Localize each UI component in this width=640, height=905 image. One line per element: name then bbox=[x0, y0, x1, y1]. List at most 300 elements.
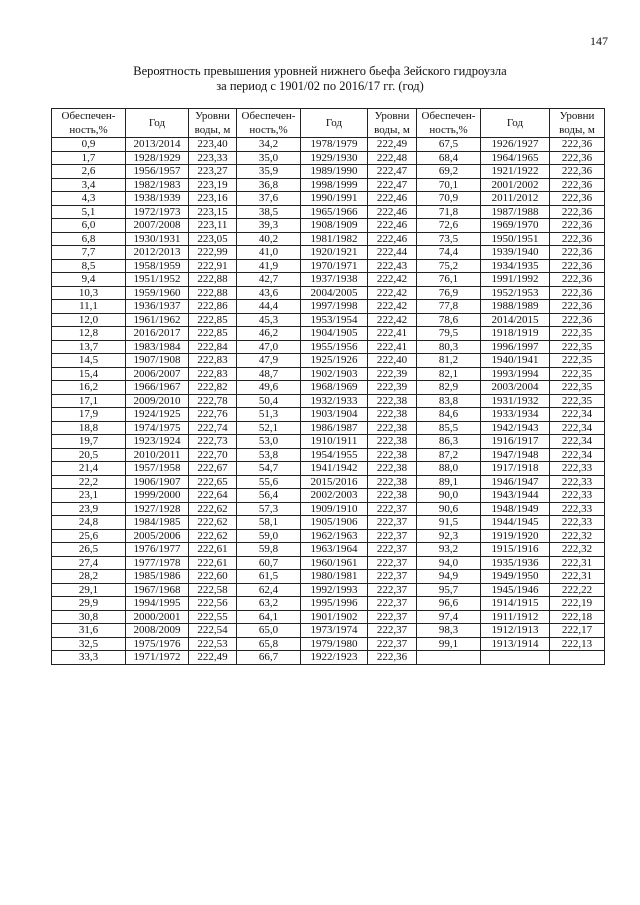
table-cell: 222,62 bbox=[189, 516, 237, 530]
table-cell: 1925/1926 bbox=[301, 354, 368, 368]
table-cell: 222,36 bbox=[550, 246, 605, 260]
table-cell: 1994/1995 bbox=[126, 597, 189, 611]
table-cell: 69,2 bbox=[417, 165, 481, 179]
table-cell: 24,8 bbox=[52, 516, 126, 530]
table-cell: 82,1 bbox=[417, 367, 481, 381]
table-cell: 223,19 bbox=[189, 178, 237, 192]
table-cell: 9,4 bbox=[52, 273, 126, 287]
table-cell: 222,37 bbox=[368, 516, 417, 530]
column-header-line: Обеспечен- bbox=[61, 110, 116, 122]
column-header bbox=[481, 109, 550, 138]
table-cell: 20,5 bbox=[52, 448, 126, 462]
table-cell: 47,0 bbox=[237, 340, 301, 354]
table-cell: 57,3 bbox=[237, 502, 301, 516]
table-cell: 222,91 bbox=[189, 259, 237, 273]
table-cell: 1943/1944 bbox=[481, 489, 550, 503]
table-cell: 1939/1940 bbox=[481, 246, 550, 260]
table-cell: 222,58 bbox=[189, 583, 237, 597]
table-cell: 222,88 bbox=[189, 273, 237, 287]
table-row bbox=[52, 354, 605, 368]
table-row bbox=[52, 165, 605, 179]
table-row bbox=[52, 529, 605, 543]
column-header-line: воды, м bbox=[374, 124, 410, 136]
table-cell: 222,41 bbox=[368, 340, 417, 354]
table-cell: 223,05 bbox=[189, 232, 237, 246]
table-cell: 222,17 bbox=[550, 624, 605, 638]
table-row bbox=[52, 502, 605, 516]
table-cell: 92,3 bbox=[417, 529, 481, 543]
table-cell: 222,48 bbox=[368, 151, 417, 165]
table-cell: 1946/1947 bbox=[481, 475, 550, 489]
table-cell: 2010/2011 bbox=[126, 448, 189, 462]
table-cell: 1928/1929 bbox=[126, 151, 189, 165]
table-cell: 65,8 bbox=[237, 637, 301, 651]
table-cell: 1998/1999 bbox=[301, 178, 368, 192]
column-header-line: Год bbox=[148, 117, 166, 129]
table-cell: 222,36 bbox=[550, 205, 605, 219]
table-row bbox=[52, 624, 605, 638]
table-cell: 223,16 bbox=[189, 192, 237, 206]
table-cell: 18,8 bbox=[52, 421, 126, 435]
table-cell: 38,5 bbox=[237, 205, 301, 219]
table-cell: 1941/1942 bbox=[301, 462, 368, 476]
table-cell: 70,1 bbox=[417, 178, 481, 192]
table-cell: 222,36 bbox=[550, 300, 605, 314]
table-cell: 2000/2001 bbox=[126, 610, 189, 624]
table-row bbox=[52, 570, 605, 584]
table-cell: 1922/1923 bbox=[301, 651, 368, 665]
table-cell: 1964/1965 bbox=[481, 151, 550, 165]
table-row bbox=[52, 637, 605, 651]
table-cell: 46,2 bbox=[237, 327, 301, 341]
table-cell: 0,9 bbox=[52, 138, 126, 152]
table-cell: 1,7 bbox=[52, 151, 126, 165]
table-cell: 94,9 bbox=[417, 570, 481, 584]
table-row bbox=[52, 475, 605, 489]
table-cell: 2003/2004 bbox=[481, 381, 550, 395]
table-cell: 1963/1964 bbox=[301, 543, 368, 557]
table-cell: 222,67 bbox=[189, 462, 237, 476]
table-cell: 1952/1953 bbox=[481, 286, 550, 300]
table-cell: 222,33 bbox=[550, 502, 605, 516]
table-cell: 76,9 bbox=[417, 286, 481, 300]
table-cell: 1950/1951 bbox=[481, 232, 550, 246]
table-cell: 43,6 bbox=[237, 286, 301, 300]
table-cell: 26,5 bbox=[52, 543, 126, 557]
table-cell: 222,33 bbox=[550, 516, 605, 530]
table-cell: 222,38 bbox=[368, 448, 417, 462]
table-cell: 222,31 bbox=[550, 570, 605, 584]
table-cell: 1915/1916 bbox=[481, 543, 550, 557]
table-cell: 1965/1966 bbox=[301, 205, 368, 219]
table-cell: 1993/1994 bbox=[481, 367, 550, 381]
column-header-line: Год bbox=[325, 117, 343, 129]
table-cell: 50,4 bbox=[237, 394, 301, 408]
table-cell: 1913/1914 bbox=[481, 637, 550, 651]
table-row bbox=[52, 178, 605, 192]
table-cell: 1983/1984 bbox=[126, 340, 189, 354]
table-cell: 1924/1925 bbox=[126, 408, 189, 422]
table-cell: 222,37 bbox=[368, 610, 417, 624]
table-cell: 3,4 bbox=[52, 178, 126, 192]
table-cell: 1903/1904 bbox=[301, 408, 368, 422]
table-cell: 222,83 bbox=[189, 354, 237, 368]
column-header-line: воды, м bbox=[194, 124, 231, 136]
table-row bbox=[52, 205, 605, 219]
table-cell: 1953/1954 bbox=[301, 313, 368, 327]
table-cell bbox=[481, 651, 550, 665]
table-cell: 36,8 bbox=[237, 178, 301, 192]
table-row bbox=[52, 408, 605, 422]
title-line-1: Вероятность превышения уровней нижнего бьефа Зейского гидроузла bbox=[133, 64, 507, 78]
table-cell: 75,2 bbox=[417, 259, 481, 273]
table-row bbox=[52, 583, 605, 597]
table-cell: 79,5 bbox=[417, 327, 481, 341]
table-cell: 10,3 bbox=[52, 286, 126, 300]
table-cell: 90,6 bbox=[417, 502, 481, 516]
table-cell: 222,34 bbox=[550, 448, 605, 462]
table-cell: 2001/2002 bbox=[481, 178, 550, 192]
table-cell: 1962/1963 bbox=[301, 529, 368, 543]
table-cell: 1957/1958 bbox=[126, 462, 189, 476]
table-cell: 1974/1975 bbox=[126, 421, 189, 435]
table-cell: 222,37 bbox=[368, 502, 417, 516]
table-cell: 222,61 bbox=[189, 556, 237, 570]
table-cell: 222,78 bbox=[189, 394, 237, 408]
table-cell: 27,4 bbox=[52, 556, 126, 570]
table-cell: 1929/1930 bbox=[301, 151, 368, 165]
table-cell: 222,41 bbox=[368, 327, 417, 341]
table-cell: 1944/1945 bbox=[481, 516, 550, 530]
table-row bbox=[52, 259, 605, 273]
table-cell: 1978/1979 bbox=[301, 138, 368, 152]
table-cell: 222,35 bbox=[550, 354, 605, 368]
table-cell: 1990/1991 bbox=[301, 192, 368, 206]
table-cell: 80,3 bbox=[417, 340, 481, 354]
table-cell: 222,62 bbox=[189, 529, 237, 543]
table-row bbox=[52, 151, 605, 165]
table-cell: 94,0 bbox=[417, 556, 481, 570]
table-header-row bbox=[52, 109, 605, 138]
table-cell: 1907/1908 bbox=[126, 354, 189, 368]
table-row bbox=[52, 381, 605, 395]
table-cell: 1920/1921 bbox=[301, 246, 368, 260]
table-cell: 1976/1977 bbox=[126, 543, 189, 557]
table-cell: 222,64 bbox=[189, 489, 237, 503]
title-line-2: за период с 1901/02 по 2016/17 гг. (год) bbox=[216, 79, 424, 93]
table-cell: 1934/1935 bbox=[481, 259, 550, 273]
page-number: 147 bbox=[590, 34, 608, 48]
table-cell: 35,0 bbox=[237, 151, 301, 165]
table-cell: 222,36 bbox=[550, 232, 605, 246]
table-cell: 222,34 bbox=[550, 421, 605, 435]
table-cell: 93,2 bbox=[417, 543, 481, 557]
table-cell: 222,86 bbox=[189, 300, 237, 314]
table-row bbox=[52, 232, 605, 246]
table-cell: 59,8 bbox=[237, 543, 301, 557]
table-cell: 87,2 bbox=[417, 448, 481, 462]
table-cell: 222,37 bbox=[368, 624, 417, 638]
table-cell: 95,7 bbox=[417, 583, 481, 597]
table-cell: 1960/1961 bbox=[301, 556, 368, 570]
table-body bbox=[52, 138, 605, 665]
table-cell: 222,85 bbox=[189, 313, 237, 327]
table-cell: 2014/2015 bbox=[481, 313, 550, 327]
table-cell: 41,9 bbox=[237, 259, 301, 273]
table-cell: 222,40 bbox=[368, 354, 417, 368]
column-header-line: ность,% bbox=[429, 124, 468, 136]
table-cell: 1912/1913 bbox=[481, 624, 550, 638]
table-cell: 222,99 bbox=[189, 246, 237, 260]
table-cell: 1916/1917 bbox=[481, 435, 550, 449]
table-cell: 222,36 bbox=[550, 313, 605, 327]
table-cell: 73,5 bbox=[417, 232, 481, 246]
table-row bbox=[52, 340, 605, 354]
table-cell: 222,37 bbox=[368, 597, 417, 611]
table-cell: 222,35 bbox=[550, 367, 605, 381]
table-cell: 67,5 bbox=[417, 138, 481, 152]
table-cell: 1989/1990 bbox=[301, 165, 368, 179]
table-row bbox=[52, 219, 605, 233]
column-header-line: Обеспечен- bbox=[241, 110, 296, 122]
table-cell: 222,46 bbox=[368, 192, 417, 206]
table-cell: 222,36 bbox=[550, 192, 605, 206]
table-row bbox=[52, 246, 605, 260]
table-cell: 55,6 bbox=[237, 475, 301, 489]
table-row bbox=[52, 192, 605, 206]
table-cell: 1931/1932 bbox=[481, 394, 550, 408]
table-cell: 1905/1906 bbox=[301, 516, 368, 530]
table-cell: 88,0 bbox=[417, 462, 481, 476]
table-cell: 1935/1936 bbox=[481, 556, 550, 570]
table-row bbox=[52, 421, 605, 435]
table-cell: 222,84 bbox=[189, 340, 237, 354]
table-cell: 222,36 bbox=[550, 151, 605, 165]
table-cell: 1942/1943 bbox=[481, 421, 550, 435]
table-cell: 59,0 bbox=[237, 529, 301, 543]
table-cell: 1996/1997 bbox=[481, 340, 550, 354]
table-cell: 1977/1978 bbox=[126, 556, 189, 570]
table-cell: 72,6 bbox=[417, 219, 481, 233]
table-cell: 19,7 bbox=[52, 435, 126, 449]
table-cell: 1992/1993 bbox=[301, 583, 368, 597]
table-cell: 1901/1902 bbox=[301, 610, 368, 624]
table-cell: 1926/1927 bbox=[481, 138, 550, 152]
table-cell: 76,1 bbox=[417, 273, 481, 287]
table-cell: 1954/1955 bbox=[301, 448, 368, 462]
table-cell: 222,74 bbox=[189, 421, 237, 435]
table-cell: 222,36 bbox=[550, 178, 605, 192]
table-cell: 1910/1911 bbox=[301, 435, 368, 449]
table-cell: 222,36 bbox=[550, 219, 605, 233]
table-cell: 222,35 bbox=[550, 381, 605, 395]
table-cell: 11,1 bbox=[52, 300, 126, 314]
table-cell: 222,38 bbox=[368, 394, 417, 408]
table-row bbox=[52, 462, 605, 476]
column-header bbox=[417, 109, 481, 138]
table-cell: 222,42 bbox=[368, 300, 417, 314]
table-cell: 2011/2012 bbox=[481, 192, 550, 206]
table-cell: 89,1 bbox=[417, 475, 481, 489]
table-cell: 222,32 bbox=[550, 529, 605, 543]
table-row bbox=[52, 610, 605, 624]
table-cell: 78,6 bbox=[417, 313, 481, 327]
table-cell: 222,38 bbox=[368, 421, 417, 435]
table-cell: 222,76 bbox=[189, 408, 237, 422]
table-cell: 1966/1967 bbox=[126, 381, 189, 395]
table-cell: 222,83 bbox=[189, 367, 237, 381]
table-cell: 2009/2010 bbox=[126, 394, 189, 408]
table-cell: 74,4 bbox=[417, 246, 481, 260]
table-cell: 21,4 bbox=[52, 462, 126, 476]
table-cell: 222,34 bbox=[550, 408, 605, 422]
table-cell: 42,7 bbox=[237, 273, 301, 287]
table-cell: 1984/1985 bbox=[126, 516, 189, 530]
column-header-line: Обеспечен- bbox=[421, 110, 476, 122]
table-cell: 1930/1931 bbox=[126, 232, 189, 246]
table-row bbox=[52, 435, 605, 449]
table-cell: 222,46 bbox=[368, 205, 417, 219]
table-cell: 222,61 bbox=[189, 543, 237, 557]
column-header-line: ность,% bbox=[249, 124, 288, 136]
table-cell: 90,0 bbox=[417, 489, 481, 503]
table-cell: 222,22 bbox=[550, 583, 605, 597]
table-cell: 7,7 bbox=[52, 246, 126, 260]
table-cell: 222,42 bbox=[368, 273, 417, 287]
table-cell: 222,18 bbox=[550, 610, 605, 624]
table-cell: 53,0 bbox=[237, 435, 301, 449]
table-cell: 222,70 bbox=[189, 448, 237, 462]
table-cell: 223,11 bbox=[189, 219, 237, 233]
table-cell: 222,46 bbox=[368, 219, 417, 233]
table-cell: 29,1 bbox=[52, 583, 126, 597]
table-cell: 12,8 bbox=[52, 327, 126, 341]
table-cell: 48,7 bbox=[237, 367, 301, 381]
table-cell: 1985/1986 bbox=[126, 570, 189, 584]
column-header bbox=[126, 109, 189, 138]
table-cell: 4,3 bbox=[52, 192, 126, 206]
table-cell: 23,9 bbox=[52, 502, 126, 516]
table-cell: 222,34 bbox=[550, 435, 605, 449]
table-cell: 30,8 bbox=[52, 610, 126, 624]
table-cell: 222,36 bbox=[368, 651, 417, 665]
table-cell: 222,31 bbox=[550, 556, 605, 570]
table-cell: 2016/2017 bbox=[126, 327, 189, 341]
table-cell: 1982/1983 bbox=[126, 178, 189, 192]
table-cell: 2008/2009 bbox=[126, 624, 189, 638]
table-cell: 99,1 bbox=[417, 637, 481, 651]
table-cell: 222,43 bbox=[368, 259, 417, 273]
probability-table bbox=[51, 108, 605, 665]
column-header-line: воды, м bbox=[559, 124, 595, 136]
column-header bbox=[237, 109, 301, 138]
table-cell: 222,36 bbox=[550, 273, 605, 287]
table-cell: 64,1 bbox=[237, 610, 301, 624]
table-cell: 1923/1924 bbox=[126, 435, 189, 449]
table-cell: 65,0 bbox=[237, 624, 301, 638]
table-cell: 17,9 bbox=[52, 408, 126, 422]
table-cell: 222,49 bbox=[189, 651, 237, 665]
table-cell: 2002/2003 bbox=[301, 489, 368, 503]
table-cell: 1971/1972 bbox=[126, 651, 189, 665]
table-row bbox=[52, 138, 605, 152]
table-row bbox=[52, 516, 605, 530]
table-cell: 1973/1974 bbox=[301, 624, 368, 638]
table-cell: 51,3 bbox=[237, 408, 301, 422]
table-cell: 1917/1918 bbox=[481, 462, 550, 476]
table-cell: 23,1 bbox=[52, 489, 126, 503]
table-cell: 1987/1988 bbox=[481, 205, 550, 219]
table-cell: 222,38 bbox=[368, 408, 417, 422]
table-cell: 39,3 bbox=[237, 219, 301, 233]
table-cell: 5,1 bbox=[52, 205, 126, 219]
table-cell: 81,2 bbox=[417, 354, 481, 368]
table-row bbox=[52, 597, 605, 611]
table-cell: 68,4 bbox=[417, 151, 481, 165]
table-cell: 222,38 bbox=[368, 489, 417, 503]
table-row bbox=[52, 448, 605, 462]
table-cell: 222,19 bbox=[550, 597, 605, 611]
table-cell: 222,37 bbox=[368, 570, 417, 584]
table-cell: 60,7 bbox=[237, 556, 301, 570]
table-cell: 49,6 bbox=[237, 381, 301, 395]
table-cell: 222,36 bbox=[550, 286, 605, 300]
table-row bbox=[52, 313, 605, 327]
table-cell: 1919/1920 bbox=[481, 529, 550, 543]
table-cell: 2004/2005 bbox=[301, 286, 368, 300]
table-cell: 82,9 bbox=[417, 381, 481, 395]
table-cell: 1967/1968 bbox=[126, 583, 189, 597]
table-cell: 222,44 bbox=[368, 246, 417, 260]
table-cell: 45,3 bbox=[237, 313, 301, 327]
table-cell: 222,62 bbox=[189, 502, 237, 516]
table-cell: 222,53 bbox=[189, 637, 237, 651]
table-cell: 1908/1909 bbox=[301, 219, 368, 233]
table-cell: 222,33 bbox=[550, 475, 605, 489]
table-cell: 222,38 bbox=[368, 462, 417, 476]
table-cell: 2,6 bbox=[52, 165, 126, 179]
table-cell: 222,39 bbox=[368, 381, 417, 395]
table-cell: 52,1 bbox=[237, 421, 301, 435]
table-cell: 98,3 bbox=[417, 624, 481, 638]
table-cell: 222,60 bbox=[189, 570, 237, 584]
column-header-line: Уровни bbox=[374, 110, 410, 122]
column-header bbox=[189, 109, 237, 138]
table-cell: 1969/1970 bbox=[481, 219, 550, 233]
table-cell: 222,36 bbox=[550, 165, 605, 179]
table-cell: 84,6 bbox=[417, 408, 481, 422]
table-cell: 1927/1928 bbox=[126, 502, 189, 516]
column-header bbox=[301, 109, 368, 138]
table-row bbox=[52, 394, 605, 408]
table-cell: 1980/1981 bbox=[301, 570, 368, 584]
document-title bbox=[0, 64, 640, 94]
table-cell: 33,3 bbox=[52, 651, 126, 665]
table-cell: 222,42 bbox=[368, 313, 417, 327]
table-cell: 222,55 bbox=[189, 610, 237, 624]
table-cell: 1945/1946 bbox=[481, 583, 550, 597]
table-cell: 1961/1962 bbox=[126, 313, 189, 327]
table-row bbox=[52, 651, 605, 665]
table-cell: 1938/1939 bbox=[126, 192, 189, 206]
table-cell: 47,9 bbox=[237, 354, 301, 368]
table-cell: 1997/1998 bbox=[301, 300, 368, 314]
table-cell: 66,7 bbox=[237, 651, 301, 665]
table-cell: 2013/2014 bbox=[126, 138, 189, 152]
table-cell: 1906/1907 bbox=[126, 475, 189, 489]
table-row bbox=[52, 489, 605, 503]
table-cell: 91,5 bbox=[417, 516, 481, 530]
